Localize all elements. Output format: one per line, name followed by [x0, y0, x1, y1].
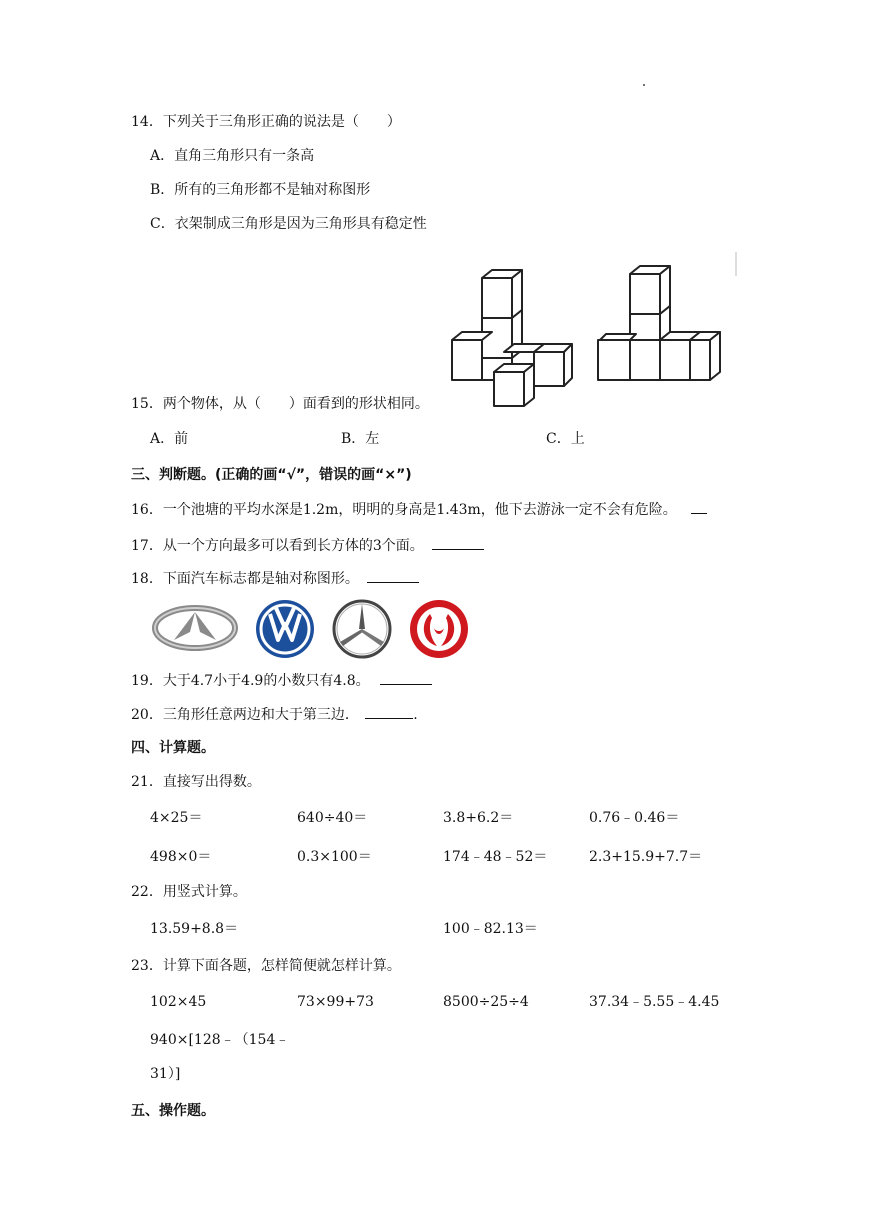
- q21-r2-c2: 0.3×100＝: [297, 849, 372, 865]
- q16-text: [131, 499, 707, 520]
- q22-item-2: 100﹣82.13＝: [443, 921, 538, 937]
- q20-text: [131, 704, 418, 725]
- q22-item-1: 13.59+8.8＝: [150, 921, 239, 937]
- q23-item-3: 8500÷25÷4: [443, 994, 529, 1010]
- q17-stem: 17．从一个方向最多可以看到长方体的3个面。: [131, 538, 424, 554]
- q23-item-2: 73×99+73: [297, 994, 374, 1010]
- page-mark: [643, 84, 645, 86]
- q16-answer-blank[interactable]: [691, 499, 707, 514]
- q19-text: [131, 670, 432, 691]
- q21-r1-c3: 3.8+6.2＝: [443, 810, 514, 826]
- q23-stem: 23．计算下面各题，怎样简便就怎样计算。: [131, 958, 401, 974]
- q20-stem: 20．三角形任意两边和大于第三边．: [131, 707, 359, 723]
- q21-stem: 21．直接写出得数。: [131, 774, 261, 790]
- q18-stem: 18．下面汽车标志都是轴对称图形。: [131, 571, 359, 587]
- dongfeng-logo-icon: [408, 598, 470, 660]
- q20-answer-blank[interactable]: [365, 704, 413, 719]
- infiniti-logo-icon: [152, 604, 238, 652]
- q21-r1-c1: 4×25＝: [150, 810, 203, 826]
- mercedes-logo-icon: [331, 598, 393, 660]
- q23-item-4: 37.34﹣5.55﹣4.45: [589, 994, 720, 1010]
- volkswagen-logo-icon: [254, 598, 316, 660]
- q23-item-5-line2: 31）]: [150, 1066, 181, 1082]
- q19-stem: 19．大于4.7小于4.9的小数只有4.8。: [131, 673, 370, 689]
- q23-item-5-line1: 940×[128﹣（154﹣: [150, 1032, 290, 1048]
- section-4-heading: 四、计算题。: [131, 740, 215, 756]
- q22-stem: 22．用竖式计算。: [131, 884, 247, 900]
- q21-r2-c1: 498×0＝: [150, 849, 212, 865]
- q15-option-b: B．左: [341, 431, 380, 447]
- q15-stem: 15．两个物体，从（ ）面看到的形状相同。: [131, 396, 429, 412]
- left-object: [452, 270, 572, 406]
- q19-answer-blank[interactable]: [380, 670, 432, 685]
- cube-objects-figure: [440, 248, 740, 408]
- q14-option-b: B．所有的三角形都不是轴对称图形: [150, 182, 371, 198]
- q16-stem: 16．一个池塘的平均水深是1.2m，明明的身高是1.43m，他下去游泳一定不会有危险。: [131, 502, 677, 518]
- q21-r1-c2: 640÷40＝: [297, 810, 368, 826]
- q14-option-c: C．衣架制成三角形是因为三角形具有稳定性: [150, 216, 427, 232]
- q20-end: .: [413, 707, 418, 723]
- section-3-heading: 三、判断题。(正确的画“√”，错误的画“×”): [131, 467, 412, 483]
- q15-option-a: A．前: [150, 431, 189, 447]
- q17-answer-blank[interactable]: [432, 535, 484, 550]
- q21-r2-c3: 174﹣48﹣52＝: [443, 849, 548, 865]
- q14-stem: 14．下列关于三角形正确的说法是（ ）: [131, 114, 401, 130]
- q15-option-c: C．上: [546, 431, 585, 447]
- right-object: [598, 266, 720, 380]
- q23-item-1: 102×45: [150, 994, 207, 1010]
- q14-option-a: A．直角三角形只有一条高: [150, 148, 315, 164]
- q18-text: [131, 568, 419, 589]
- q21-r1-c4: 0.76﹣0.46＝: [589, 810, 680, 826]
- q17-text: [131, 535, 484, 556]
- q21-r2-c4: 2.3+15.9+7.7＝: [589, 849, 703, 865]
- q18-answer-blank[interactable]: [367, 568, 419, 583]
- section-5-heading: 五、操作题。: [131, 1103, 215, 1119]
